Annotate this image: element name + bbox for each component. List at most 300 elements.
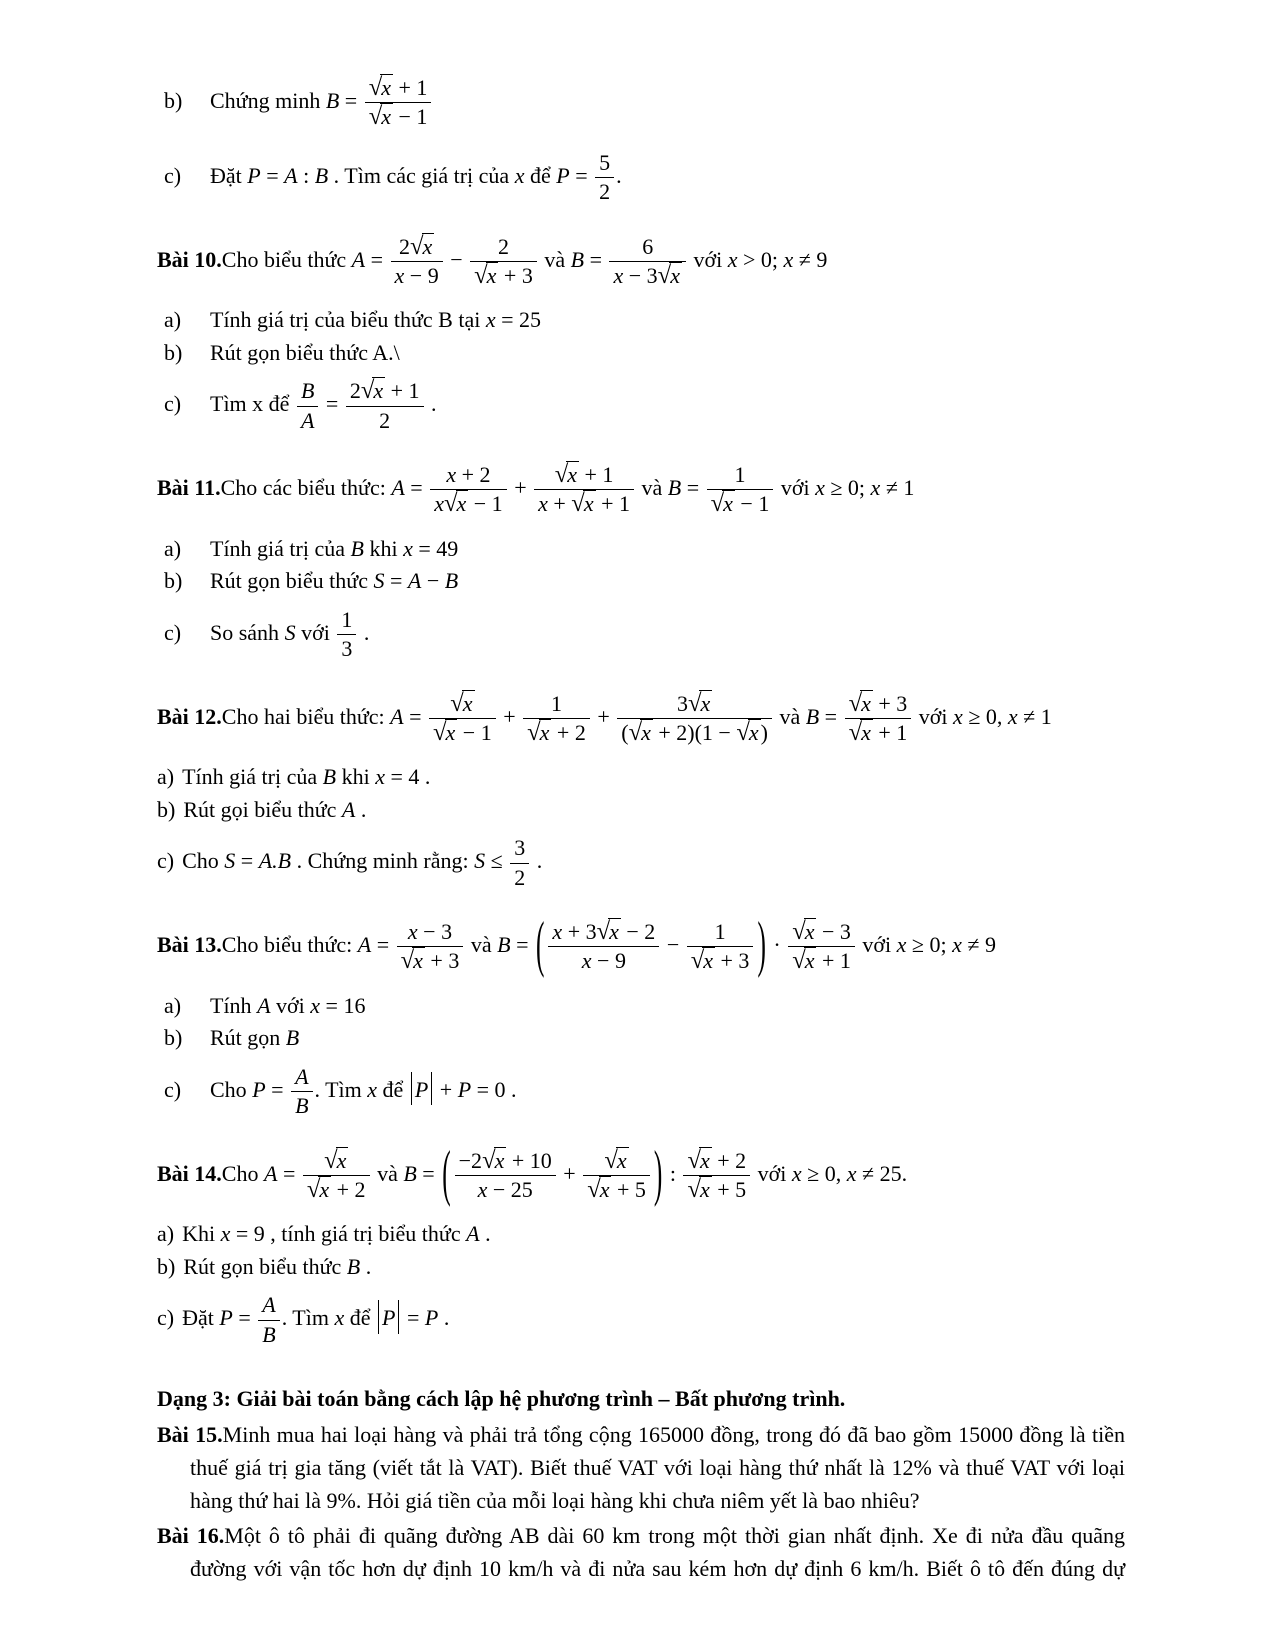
- radicand: [722, 490, 735, 516]
- math-var: x: [310, 992, 321, 1018]
- denominator: x + √x + 1: [534, 489, 634, 517]
- sqrt: [571, 491, 595, 516]
- numerator: 2√x + 1: [349, 377, 420, 405]
- item-label: c): [164, 1076, 182, 1102]
- exercise-item: [157, 599, 1125, 671]
- fraction: [258, 1292, 279, 1348]
- exercise-item: [157, 305, 1125, 334]
- sqrt: [433, 720, 457, 745]
- math-var: B: [570, 246, 585, 272]
- radicand: [860, 690, 873, 716]
- sqrt: [604, 1148, 628, 1173]
- sqrt: [361, 378, 385, 403]
- radical-sign: √: [710, 490, 725, 518]
- math-var: x: [394, 262, 405, 288]
- math-var: A: [262, 1292, 276, 1318]
- document-body: [157, 67, 1125, 1585]
- math-var: x: [445, 719, 456, 745]
- math-var: x: [599, 1176, 610, 1202]
- math-var: x: [699, 1147, 710, 1173]
- exercise-item: [157, 338, 1125, 367]
- radicand: [804, 918, 817, 944]
- math-var: x: [413, 948, 423, 974]
- math-var: B: [350, 535, 364, 561]
- denominator: x − 9: [391, 261, 443, 289]
- absolute-value: [411, 1072, 432, 1105]
- denominator: √x + 5: [683, 1175, 750, 1203]
- item-label: b): [157, 1253, 176, 1279]
- radicand: [336, 1147, 349, 1173]
- fraction: [291, 1064, 312, 1120]
- radicand: [494, 1147, 507, 1173]
- fraction: [397, 919, 464, 975]
- exercise-item: [157, 370, 1125, 442]
- word-problem: [157, 1519, 1125, 1585]
- sqrt: [324, 1148, 348, 1173]
- math-var: x: [538, 491, 548, 517]
- fraction: [609, 234, 685, 290]
- line-content: Chứng minh B = $\frac{√x + 1}{√x - 1}$: [210, 88, 433, 113]
- radicand: [583, 490, 596, 516]
- sqrt: [711, 491, 735, 516]
- denominator: x − 9: [548, 946, 659, 974]
- exercise-item: [157, 1219, 1125, 1248]
- fraction: [455, 1148, 556, 1204]
- math-var: x: [616, 1147, 627, 1173]
- sqrt: [658, 263, 682, 288]
- numerator: [297, 378, 318, 405]
- radical-sign: √: [443, 490, 458, 518]
- numerator: [583, 1148, 650, 1175]
- math-var: x: [613, 262, 624, 288]
- exercise-item: [157, 1252, 1125, 1281]
- radicand: [669, 262, 682, 288]
- paren-content: $\frac{x + 3√x - 2}{x - 9}$ − $\frac{1}{√x + 3}$: [546, 911, 755, 983]
- fraction: [617, 691, 772, 747]
- radical-sign: √: [690, 947, 705, 975]
- radical-sign: √: [596, 918, 611, 946]
- line-content: Cho biểu thức: A = $\frac{x - 3}{√x + 3}$ và B = ( $\frac{x + 3√x - 2}{x - 9}$ − $\frac{1}{√x + 3}$ ) · $\frac{√x - 3}{√x + 1}$ với x ≥ 0; x ≠ 9: [222, 932, 996, 957]
- radical-sign: √: [657, 261, 672, 289]
- math-var: B: [403, 1160, 417, 1186]
- radical-sign: √: [360, 377, 375, 405]
- math-var: P: [381, 1305, 396, 1331]
- fraction: [429, 691, 496, 747]
- item-label: a): [157, 1221, 175, 1247]
- math-var: x: [700, 690, 711, 716]
- sqrt: [527, 720, 551, 745]
- line-content: Đặt P = A : B . Tìm các giá trị của x để P = $\frac{5}{2}$ .: [210, 149, 622, 205]
- math-var: x: [727, 246, 738, 272]
- math-var: x: [861, 719, 871, 745]
- math-var: x: [422, 233, 433, 259]
- sqrt: [444, 491, 468, 516]
- math-var: P: [252, 1076, 266, 1102]
- line-content: Cho biểu thức A = $\frac{2√x}{x - 9}$ − $\frac{2}{√x + 3}$ và B = $\frac{6}{x - 3√x}$ với x > 0; x ≠ 9: [221, 232, 828, 289]
- numerator: 6: [642, 233, 654, 259]
- item-label: b): [164, 568, 183, 594]
- math-var: x: [367, 1076, 378, 1102]
- exercise-item: [157, 534, 1125, 563]
- line-content: Rút gọn biểu thức B .: [183, 1253, 372, 1279]
- math-var: x: [220, 1221, 231, 1247]
- radicand: [456, 490, 469, 516]
- denominator: (√x + 2)(1 − √x): [617, 718, 772, 746]
- math-var: B: [314, 162, 329, 188]
- numerator: 3: [514, 835, 526, 861]
- fraction: [391, 234, 443, 290]
- math-var: x: [403, 535, 413, 561]
- numerator: x + 2: [446, 462, 491, 488]
- exercise-number: Bài 15.: [157, 1421, 223, 1447]
- radical-sign: √: [368, 103, 383, 131]
- radical-sign: √: [400, 947, 415, 975]
- math-var: x: [552, 919, 563, 945]
- item-label: b): [157, 796, 176, 822]
- numerator: [303, 1148, 370, 1175]
- math-var: B: [444, 568, 459, 594]
- radicand: [748, 719, 761, 745]
- absolute-value: [378, 1300, 399, 1333]
- fraction: [548, 919, 659, 975]
- math-var: x: [583, 491, 594, 517]
- math-var: x: [703, 948, 714, 974]
- line-content: Tính giá trị của B khi x = 49: [210, 535, 459, 561]
- exercise-item: [157, 1023, 1125, 1052]
- fraction: [707, 462, 774, 518]
- numerator: 1: [734, 462, 746, 488]
- numerator: x − 3: [407, 919, 453, 945]
- sqrt: [450, 691, 474, 716]
- radical-sign: √: [306, 1175, 321, 1203]
- sqrt: [688, 691, 712, 716]
- item-label: a): [157, 764, 175, 790]
- math-var: P: [414, 1076, 429, 1102]
- radicand: [599, 1176, 612, 1202]
- math-var: P: [556, 162, 570, 188]
- math-var: A: [407, 568, 422, 594]
- math-var: x: [791, 1160, 802, 1186]
- radical-sign: √: [848, 689, 863, 717]
- sqrt: [587, 1177, 611, 1202]
- numerator: [429, 691, 496, 718]
- sqrt: [849, 691, 873, 716]
- denominator: √x − 1: [429, 718, 496, 746]
- math-var: A: [284, 162, 298, 188]
- math-var: x: [896, 932, 907, 957]
- item-label: b): [164, 339, 183, 365]
- denominator: [291, 1091, 312, 1119]
- line-content: Rút gọn biểu thức S = A − B: [210, 568, 459, 594]
- math-var: x: [539, 719, 550, 745]
- radicand: [539, 719, 552, 745]
- radical-sign: √: [450, 689, 464, 717]
- radical-sign: √: [571, 490, 585, 518]
- line-content: Cho S = A.B . Chứng minh rằng: S ≤ $\frac{3}{2}$ .: [182, 835, 543, 890]
- fraction: [297, 378, 318, 434]
- radical-sign: √: [604, 1146, 618, 1174]
- line-content: Tính A với x = 16: [210, 992, 366, 1018]
- right-paren-icon: ): [757, 911, 766, 980]
- math-var: P: [457, 1076, 472, 1102]
- line-content: Rút gọn biểu thức A.\: [210, 339, 400, 365]
- radical-sign: √: [474, 261, 488, 289]
- radical-sign: √: [848, 718, 863, 746]
- exercise-item: [157, 142, 1125, 214]
- radicand: [699, 1176, 712, 1202]
- fraction: [523, 691, 590, 747]
- math-var: x: [953, 703, 963, 729]
- math-var: x: [815, 475, 825, 500]
- denominator: √x − 1: [707, 489, 774, 517]
- math-var: x: [486, 262, 497, 288]
- fraction: [683, 1148, 750, 1204]
- line-content: Cho các biểu thức: A = $\frac{x + 2}{x√x - 1}$ + $\frac{√x + 1}{x + √x + 1}$ và B = $\frac{1}{√x - 1}$ với x ≥ 0; x ≠ 1: [220, 461, 915, 518]
- radicand: [318, 1176, 331, 1202]
- line-content: Tìm x để $\frac{B}{A}$ = $\frac{2√x + 1}{2}$ .: [210, 377, 437, 433]
- radicand: [380, 103, 393, 129]
- exercise-item: [157, 67, 1125, 139]
- math-var: S: [373, 568, 385, 594]
- sqrt: [849, 720, 873, 745]
- sqrt: [474, 263, 498, 288]
- exercise-statement: [157, 226, 1125, 298]
- left-paren-icon: (: [442, 1139, 451, 1209]
- denominator: √x + 2: [523, 718, 590, 746]
- numerator: 1: [550, 690, 562, 716]
- math-var: S: [474, 848, 486, 874]
- item-label: c): [164, 619, 182, 645]
- math-var: A: [351, 246, 366, 272]
- problem-text: Một ô tô phải đi quãng đường AB dài 60 km trong một thời gian nhất định. Xe đi nửa đầu quãng đường với vận tốc hơn dự định 10 km/h và đi nửa sau kém hơn dự định 6 km/h. Biết ô tô đến đúng dự: [190, 1522, 1125, 1581]
- radical-sign: √: [433, 718, 447, 746]
- radical-sign: √: [409, 232, 424, 260]
- math-var: x: [434, 491, 444, 517]
- math-var: x: [1007, 703, 1018, 729]
- item-label: c): [157, 848, 175, 874]
- fraction: [430, 462, 506, 518]
- denominator: √x − 1: [365, 102, 432, 130]
- fraction: [687, 919, 754, 975]
- math-var: x: [494, 1147, 505, 1173]
- numerator: [258, 1292, 279, 1319]
- line-content: So sánh S với $\frac{1}{3}$ .: [210, 606, 370, 662]
- math-var: B: [325, 87, 340, 113]
- line-content: Cho hai biểu thức: A = $\frac{√x}{√x - 1}$ + $\frac{1}{√x + 2}$ + $\frac{3√x}{(√x + 2)(1 - √x)}$ và B = $\frac{√x + 3}{√x + 1}$ với x ≥ 0, x ≠ 1: [221, 689, 1052, 746]
- fraction: [534, 462, 634, 518]
- radicand: [372, 377, 385, 403]
- fraction: [510, 835, 529, 891]
- math-var: x: [336, 1147, 347, 1173]
- math-var: S: [284, 619, 296, 645]
- right-paren-icon: ): [653, 1139, 663, 1209]
- denominator: 2: [346, 406, 424, 434]
- radical-sign: √: [687, 689, 702, 717]
- denominator: 2: [510, 863, 529, 891]
- fraction: [303, 1148, 370, 1204]
- exercise-item: [157, 1284, 1125, 1356]
- math-var: B: [805, 703, 820, 729]
- paren-group: [440, 1140, 664, 1212]
- radicand: [608, 918, 621, 944]
- denominator: √x + 3: [470, 261, 537, 289]
- math-var: P: [247, 162, 261, 188]
- math-var: x: [846, 1160, 857, 1186]
- exercise-item: [157, 795, 1125, 824]
- line-content: Đặt P = $\frac{A}{B}$ . Tìm x để P = P .: [182, 1292, 450, 1347]
- exercise-number: Bài 14.: [157, 1160, 222, 1186]
- section-heading: [157, 1384, 1125, 1413]
- exercise-statement: [157, 1140, 1125, 1212]
- radical-sign: √: [324, 1146, 338, 1174]
- sqrt: [482, 1148, 506, 1173]
- radical-sign: √: [482, 1146, 496, 1174]
- denominator: [297, 406, 318, 434]
- exercise-statement: [157, 454, 1125, 526]
- item-label: c): [164, 391, 182, 417]
- sqrt: [691, 948, 715, 973]
- denominator: √x + 5: [583, 1175, 650, 1203]
- radicand: [804, 947, 817, 973]
- denominator: √x + 1: [788, 946, 855, 974]
- exercise-number: Bài 10.: [157, 246, 222, 272]
- math-var: x: [804, 948, 815, 974]
- numerator: √x + 3: [848, 689, 908, 717]
- item-label: a): [164, 307, 182, 333]
- math-var: x: [514, 162, 525, 188]
- numerator: 5: [599, 149, 611, 175]
- exercise-item: [157, 566, 1125, 595]
- math-var: A: [357, 932, 372, 957]
- exercise-item: [157, 991, 1125, 1020]
- math-var: A: [257, 992, 271, 1018]
- sqrt: [369, 104, 393, 129]
- radicand: [699, 1147, 712, 1173]
- math-var: A: [295, 1063, 309, 1089]
- math-var: x: [381, 104, 391, 130]
- math-var: x: [783, 246, 794, 272]
- exercise-item: [157, 762, 1125, 791]
- radicand: [486, 262, 499, 288]
- left-paren-icon: (: [535, 911, 545, 980]
- radicand: [412, 947, 425, 973]
- radical-sign: √: [628, 718, 643, 746]
- math-var: x: [456, 491, 467, 517]
- numerator: √x + 1: [554, 461, 614, 489]
- fraction: [337, 607, 356, 663]
- math-var: x: [567, 462, 577, 488]
- line-content: Rút gọi biểu thức A .: [183, 796, 367, 822]
- math-var: B: [285, 1025, 300, 1051]
- item-label: b): [164, 1025, 183, 1051]
- radical-sign: √: [687, 1146, 701, 1174]
- sqrt: [687, 1177, 711, 1202]
- denominator: x − 25: [455, 1175, 556, 1203]
- numerator: −2√x + 10: [458, 1146, 552, 1174]
- paren-group: [534, 911, 768, 983]
- radicand: [462, 690, 475, 716]
- numerator: 1: [341, 606, 353, 632]
- radicand: [566, 461, 579, 487]
- math-var: B: [667, 475, 682, 500]
- math-var: x: [334, 1305, 345, 1331]
- fraction: [788, 919, 855, 975]
- math-var: B: [346, 1253, 361, 1279]
- denominator: x − 3√x: [609, 261, 685, 289]
- math-var: x: [477, 1176, 488, 1202]
- math-var: S: [224, 848, 236, 874]
- denominator: √x + 2: [303, 1175, 370, 1203]
- exercise-statement: [157, 911, 1125, 983]
- denominator: 2: [595, 177, 614, 205]
- exercise-item: [157, 1056, 1125, 1128]
- denominator: √x + 3: [687, 946, 754, 974]
- sqrt: [369, 75, 393, 100]
- fraction: [595, 150, 614, 206]
- exercise-statement: [157, 683, 1125, 755]
- numerator: √x + 1: [368, 74, 428, 101]
- radical-sign: √: [792, 947, 806, 975]
- fraction: [346, 378, 424, 434]
- math-var: B: [300, 378, 315, 404]
- fraction: [365, 75, 432, 131]
- numerator: √x + 2: [687, 1146, 747, 1174]
- math-var: x: [870, 475, 881, 500]
- denominator: x√x − 1: [430, 489, 506, 517]
- radical-sign: √: [554, 461, 569, 489]
- line-content: Cho P = $\frac{A}{B}$ . Tìm x để P + P = 0 .: [210, 1063, 517, 1119]
- denominator: √x + 3: [397, 946, 464, 974]
- fraction: [583, 1148, 650, 1204]
- radicand: [860, 719, 873, 745]
- exercise-number: Bài 13.: [157, 932, 222, 957]
- math-var: x: [723, 491, 733, 517]
- radical-sign: √: [736, 718, 750, 746]
- math-var: x: [861, 690, 871, 716]
- item-label: c): [164, 162, 182, 188]
- exercise-number: Bài 12.: [157, 703, 222, 729]
- exercise-item: [157, 827, 1125, 899]
- radical-sign: √: [687, 1175, 701, 1203]
- sqrt: [410, 234, 434, 259]
- math-var: x: [407, 919, 418, 945]
- radical-sign: √: [527, 718, 541, 746]
- numerator: 2√x: [398, 232, 433, 260]
- sqrt: [307, 1177, 331, 1202]
- numerator: 1: [714, 919, 726, 945]
- radicand: [616, 1147, 629, 1173]
- denominator: 3: [337, 634, 356, 662]
- paren-content: $\frac{-2√x + 10}{x - 25}$ + $\frac{√x}{√x + 5}$: [453, 1140, 652, 1212]
- math-var: P: [424, 1305, 439, 1331]
- radicand: [422, 233, 435, 259]
- word-problem: [157, 1418, 1125, 1517]
- math-var: A: [263, 1160, 278, 1186]
- sqrt: [555, 462, 579, 487]
- sqrt: [597, 919, 621, 944]
- math-var: A.B: [258, 848, 292, 874]
- line-content: Tính giá trị của B khi x = 4 .: [182, 764, 431, 790]
- item-label: c): [157, 1305, 175, 1331]
- fraction: [470, 234, 537, 290]
- item-label: a): [164, 535, 182, 561]
- radical-sign: √: [368, 74, 383, 101]
- numerator: 3√x: [676, 689, 711, 717]
- line-content: Tính giá trị của biểu thức B tại x = 25: [210, 307, 542, 333]
- math-var: x: [581, 948, 592, 974]
- numerator: √x − 3: [792, 918, 851, 946]
- radicand: [445, 719, 458, 745]
